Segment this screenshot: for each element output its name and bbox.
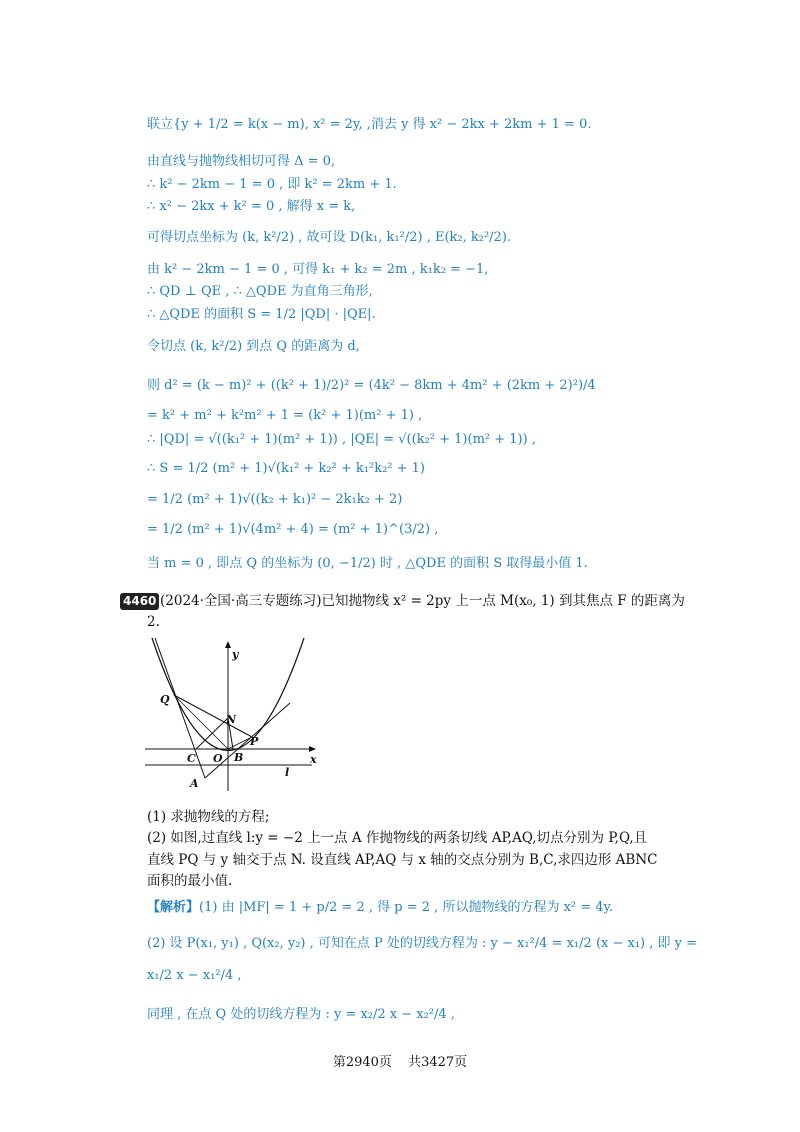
- solution-line: ∴ QD ⊥ QE , ∴ △QDE 为直角三角形,: [147, 284, 373, 299]
- solution-line: 由 k² − 2km − 1 = 0 , 可得 k₁ + k₂ = 2m , k₁k₂ = −1,: [147, 262, 489, 277]
- label-x: x: [310, 753, 317, 766]
- solution-line: 同理 , 在点 Q 处的切线方程为 : y = x₂/2 x − x₂²/4 ,: [147, 1007, 455, 1022]
- solution-line: = 1/2 (m² + 1)√(4m² + 4) = (m² + 1)^(3/2) ,: [147, 522, 439, 537]
- analysis-tag: 【解析】: [147, 900, 200, 915]
- label-n: N: [226, 713, 237, 726]
- label-p: P: [250, 735, 259, 748]
- tangent-ap: [205, 703, 290, 778]
- solution-line: 当 m = 0 , 即点 Q 的坐标为 (0, −1/2) 时 , △QDE 的面积 S 取得最小值 1.: [147, 556, 588, 571]
- edge-q-o: [174, 695, 228, 749]
- problem-statement-line1: (2024·全国·高三专题练习)已知抛物线 x² = 2py 上一点 M(x₀, 1) 到其焦点 F 的距离为: [160, 593, 685, 609]
- label-b: B: [234, 751, 244, 764]
- solution-line: (2) 设 P(x₁, y₁) , Q(x₂, y₂) , 可知在点 P 处的切线方程为 : y − x₁²/4 = x₁/2 (x − x₁) , 即 y =: [147, 936, 698, 951]
- y-axis-arrow: [225, 641, 231, 648]
- label-a: A: [190, 777, 199, 790]
- label-o: O: [213, 752, 223, 765]
- solution-line: ∴ |QD| = √((k₁² + 1)(m² + 1)) , |QE| = √((k₂² + 1)(m² + 1)) ,: [147, 432, 536, 447]
- label-l: l: [285, 766, 290, 779]
- x-axis-arrow: [309, 746, 316, 752]
- solution-line: 由直线与抛物线相切可得 Δ = 0,: [147, 154, 336, 169]
- solution-line: x₁/2 x − x₁²/4 ,: [147, 968, 242, 983]
- solution-line: 令切点 (k, k²/2) 到点 Q 的距离为 d,: [147, 339, 360, 354]
- analysis-line: [147, 900, 613, 916]
- label-c: C: [187, 752, 196, 765]
- solution-line: = k² + m² + k²m² + 1 = (k² + 1)(m² + 1) ,: [147, 408, 423, 423]
- solution-line: 则 d² = (k − m)² + ((k² + 1)/2)² = (4k² − 8km + 4m² + (2km + 2)²)/4: [147, 378, 596, 393]
- solution-line: 联立{y + 1/2 = k(x − m), x² = 2y, ,消去 y 得 x² − 2kx + 2km + 1 = 0.: [147, 117, 592, 132]
- solution-line: ∴ S = 1/2 (m² + 1)√(k₁² + k₂² + k₁²k₂² + 1): [147, 461, 426, 476]
- solution-line: 可得切点坐标为 (k, k²/2) , 故可设 D(k₁, k₁²/2) , E(k₂, k₂²/2).: [147, 230, 512, 245]
- page-footer: [0, 1051, 800, 1070]
- page-total: 共3427页: [408, 1055, 468, 1070]
- question-line: (2) 如图,过直线 l:y = −2 上一点 A 作抛物线的两条切线 AP,AQ,切点分别为 P,Q,且: [147, 830, 648, 846]
- page-number: 第2940页: [332, 1055, 392, 1070]
- question-line: (1) 求抛物线的方程;: [147, 809, 270, 825]
- label-q: Q: [160, 693, 170, 706]
- solution-line: = 1/2 (m² + 1)√((k₂ + k₁)² − 2k₁k₂ + 2): [147, 492, 403, 507]
- analysis-text: (1) 由 |MF| = 1 + p/2 = 2 , 得 p = 2 , 所以抛物线的方程为 x² = 4y.: [199, 900, 614, 915]
- solution-line: ∴ △QDE 的面积 S = 1/2 |QD| · |QE|.: [147, 307, 376, 322]
- parabola-figure: [140, 633, 325, 793]
- label-y: y: [232, 648, 239, 661]
- problem-statement-line2: 2.: [147, 614, 160, 630]
- question-line: 直线 PQ 与 y 轴交于点 N. 设直线 AP,AQ 与 x 轴的交点分别为 B,C,求四边形 ABNC: [147, 852, 658, 868]
- solution-line: ∴ x² − 2kx + k² = 0 , 解得 x = k,: [147, 199, 356, 214]
- question-line: 面积的最小值.: [147, 873, 233, 889]
- problem-number-badge: 4460: [120, 593, 159, 610]
- solution-line: ∴ k² − 2km − 1 = 0 , 即 k² = 2km + 1.: [147, 177, 397, 192]
